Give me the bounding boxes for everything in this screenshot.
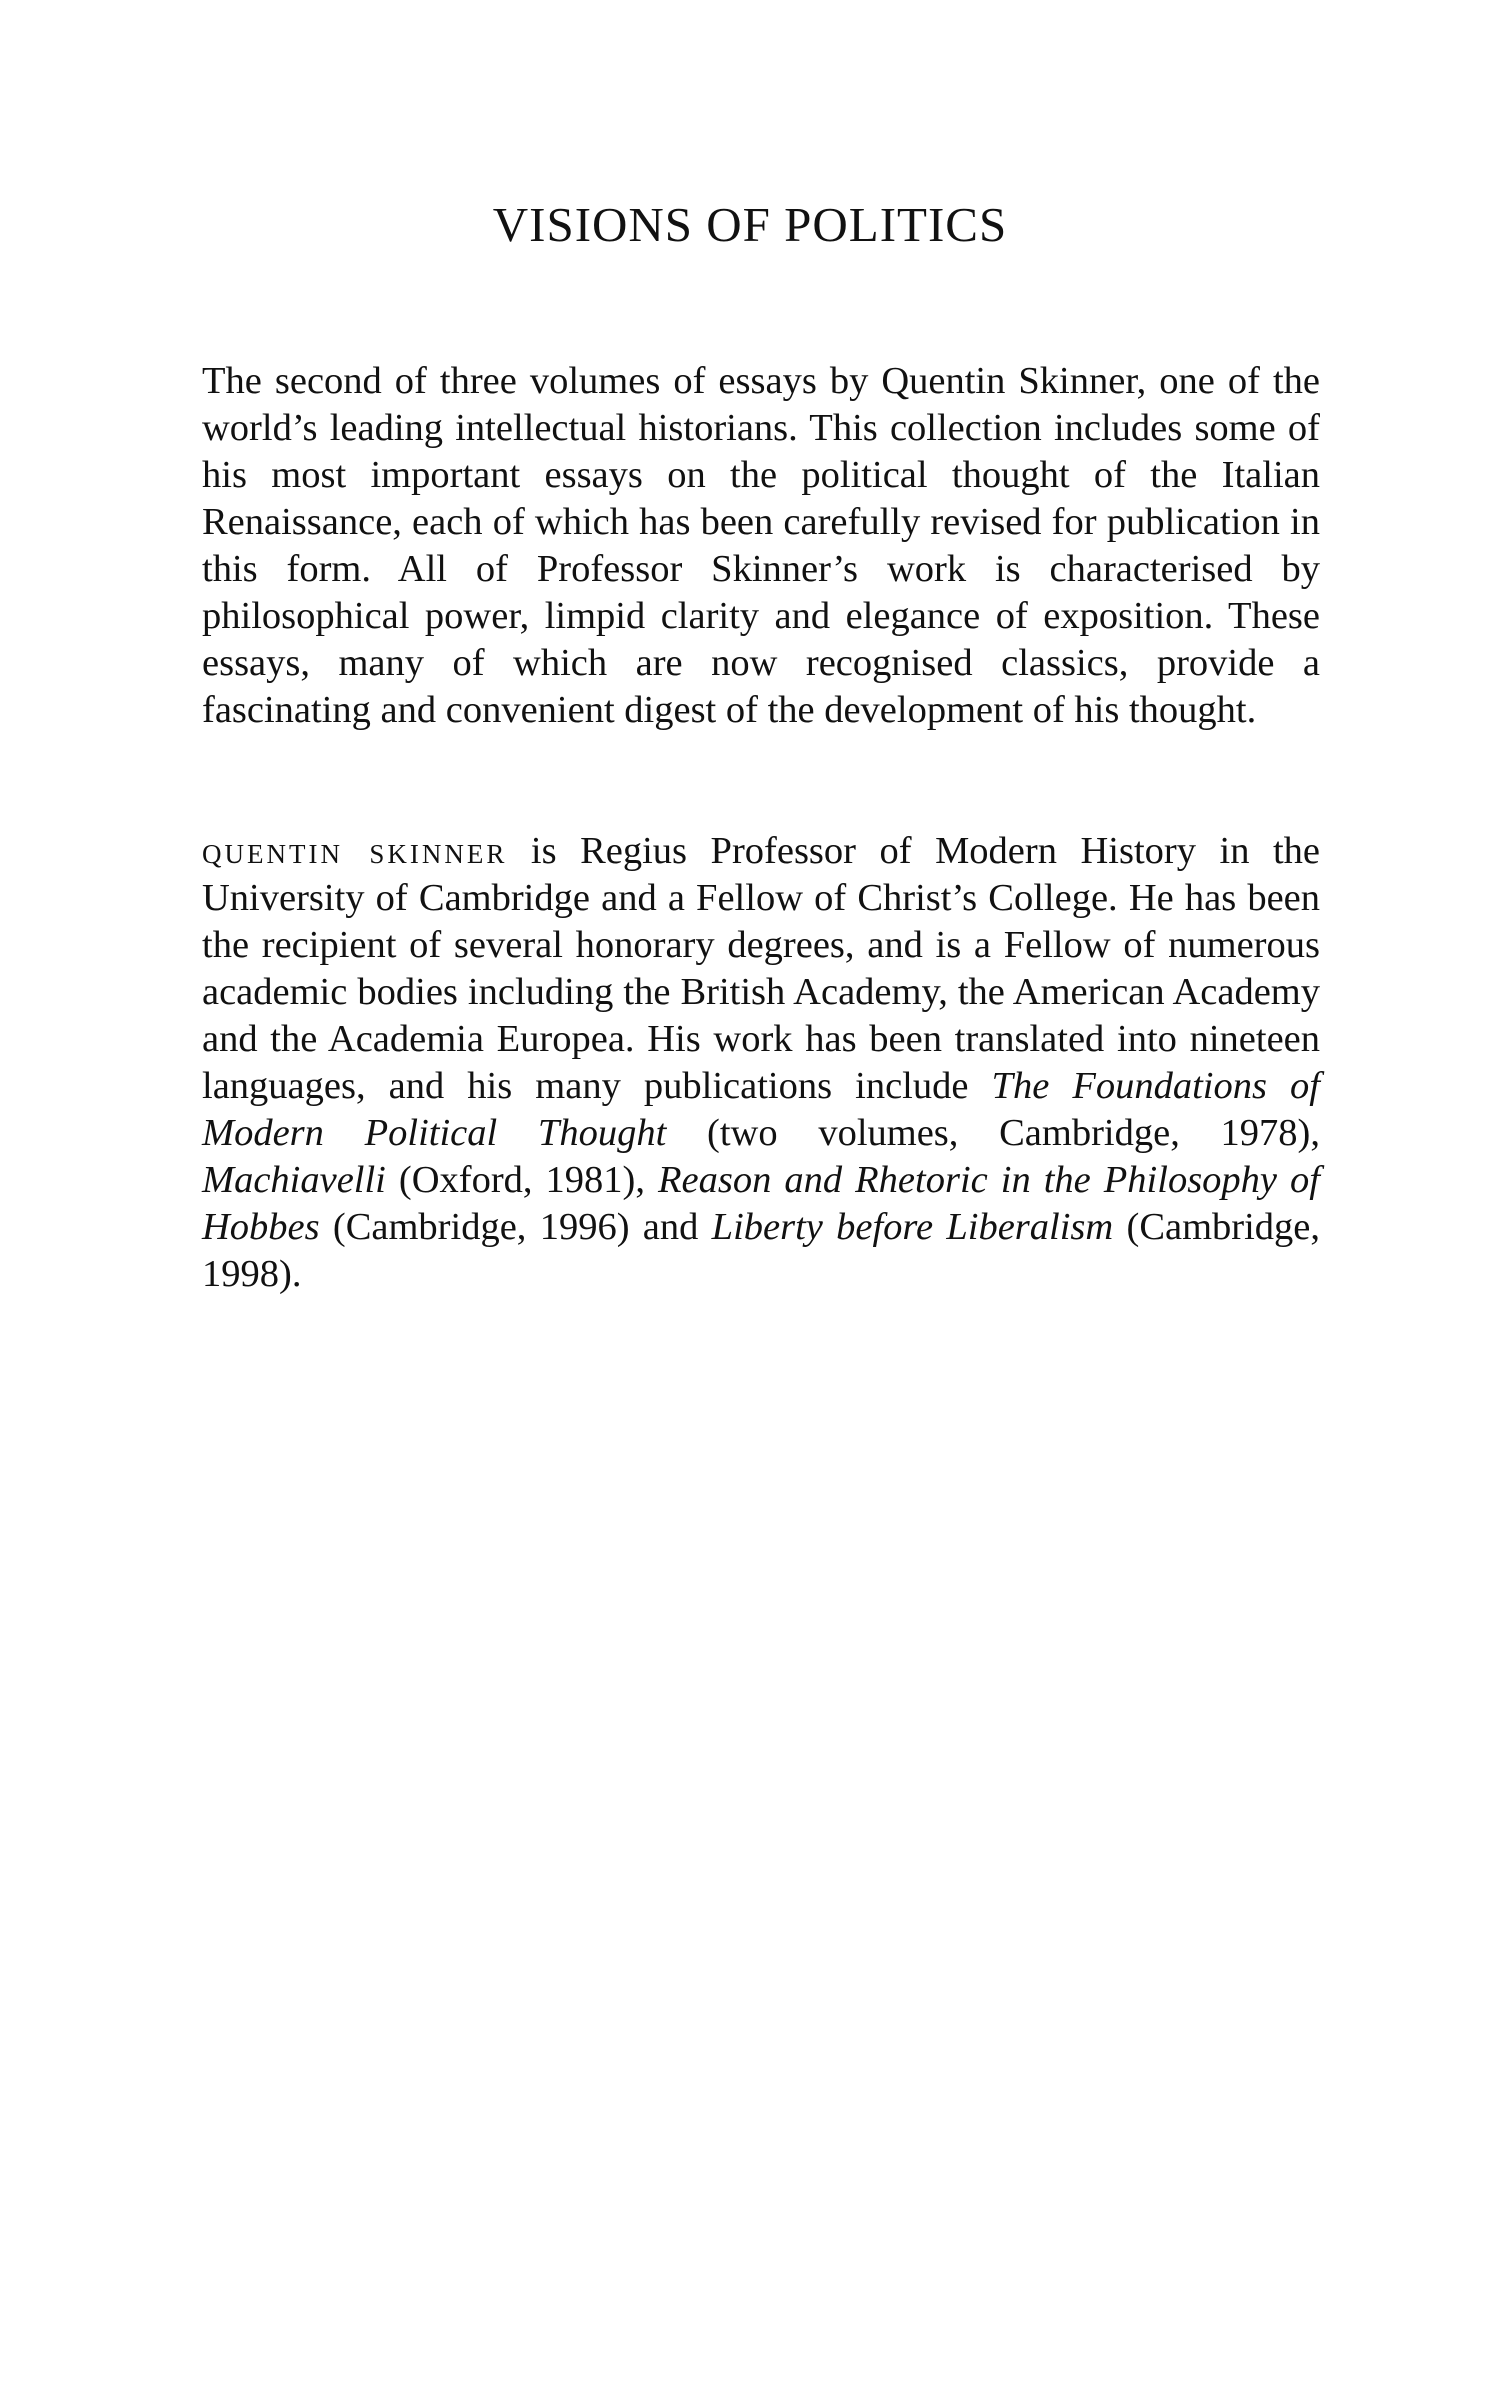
bio-text-4: (Cambridge, 1996) and: [319, 1206, 712, 1248]
book-title-foundations: The Foundations of Modern Political Thought: [202, 1065, 1320, 1154]
bio-text-3: (Oxford, 1981),: [385, 1159, 659, 1201]
bio-text-2: (two volumes, Cambridge, 1978),: [666, 1112, 1320, 1154]
author-biography: [202, 828, 1320, 1298]
bio-text-5: (Cambridge, 1998).: [202, 1206, 1321, 1295]
page-title: VISIONS OF POLITICS: [492, 197, 1008, 252]
book-title-reason-rhetoric: Reason and Rhetoric in the Philosophy of Hobbes: [202, 1159, 1320, 1248]
book-title-liberty: Liberty before Liberalism: [711, 1206, 1114, 1248]
author-name: quentin skinner: [202, 830, 508, 872]
book-description: The second of three volumes of essays by Quentin Skinner, one of the world’s leading intellectual historians. This collection includes some of his most important essays on the political thought of the Italian Renaissance, each of which has been carefully revised for publication in this form. All of Professor Skinner’s work is characterised by philosophical power, limpid clarity and elegance of exposition. These essays, many of which are now recognised classics, provide a fascinating and convenient digest of the development of his thought.: [202, 360, 1320, 731]
bio-text-1: is Regius Professor of Modern History in the University of Cambridge and a Fellow of Christ’s College. He has been the recipient of several honorary degrees, and is a Fellow of numerous academic bodies including the British Academy, the American Academy and the Academia Europea. His work has been translated into nineteen languages, and his many publications include: [202, 830, 1320, 1107]
book-title-machiavelli: Machiavelli: [202, 1159, 386, 1201]
